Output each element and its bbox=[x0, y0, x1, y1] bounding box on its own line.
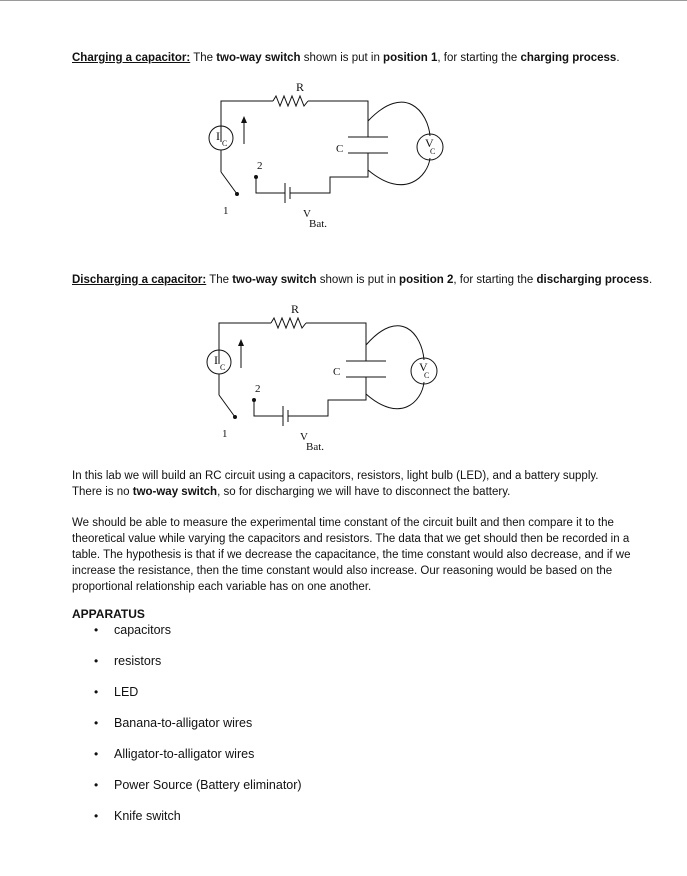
discharging-text-3: , for starting the bbox=[453, 274, 537, 286]
battery-label: V bbox=[303, 208, 311, 220]
switch-terminal-1 bbox=[233, 415, 237, 419]
charging-text-1: The bbox=[190, 52, 217, 64]
voltmeter-lead-top bbox=[366, 326, 424, 360]
current-subscript: C bbox=[222, 139, 228, 148]
apparatus-list bbox=[72, 621, 302, 838]
apparatus-item: • Knife switch bbox=[72, 807, 302, 838]
discharging-text-4: . bbox=[648, 274, 653, 286]
intro-switch-term: two-way switch bbox=[132, 486, 218, 498]
discharging-process: discharging process bbox=[536, 274, 649, 286]
top-left-wire bbox=[219, 323, 271, 364]
switch-position-1-label: 1 bbox=[222, 428, 228, 440]
resistor-label: R bbox=[296, 80, 305, 94]
apparatus-item: • Alligator-to-alligator wires bbox=[72, 745, 302, 776]
apparatus-item: • LED bbox=[72, 683, 302, 714]
discharging-caption bbox=[72, 274, 652, 286]
bottom-right-wire bbox=[290, 153, 368, 193]
discharging-switch-term: two-way switch bbox=[232, 274, 317, 286]
voltmeter-lead-top bbox=[368, 102, 430, 136]
current-subscript: C bbox=[220, 363, 226, 372]
bottom-right-wire bbox=[288, 377, 366, 416]
battery-subscript: Bat. bbox=[306, 441, 325, 453]
apparatus-heading: APPARATUS bbox=[72, 607, 145, 621]
switch-terminal-2 bbox=[252, 398, 256, 402]
discharging-text-1: The bbox=[206, 274, 233, 286]
discharging-circuit-diagram bbox=[200, 298, 460, 458]
charging-caption bbox=[72, 52, 620, 64]
switch-position-2-label: 2 bbox=[257, 160, 263, 172]
current-arrow-head bbox=[238, 339, 244, 346]
switch-position-1-label: 1 bbox=[223, 205, 229, 217]
intro-text-a: There is no bbox=[72, 486, 133, 498]
charging-text-4: . bbox=[616, 52, 620, 64]
charging-text-3: , for starting the bbox=[437, 52, 521, 64]
switch-terminal-1 bbox=[235, 192, 239, 196]
charging-process: charging process bbox=[520, 52, 617, 64]
voltmeter-subscript: C bbox=[424, 371, 430, 380]
intro-line-1: In this lab we will build an RC circuit using a capacitors, resistors, light bulb (LED), and a battery supply. bbox=[72, 470, 599, 482]
battery-lead-left bbox=[256, 177, 285, 193]
top-left-wire bbox=[221, 101, 273, 142]
resistor-label: R bbox=[291, 302, 300, 316]
current-label: I bbox=[216, 129, 220, 143]
current-label: I bbox=[214, 353, 218, 367]
apparatus-item: • Power Source (Battery eliminator) bbox=[72, 776, 302, 807]
voltmeter-lead-bottom bbox=[366, 382, 424, 409]
hypothesis-paragraph: We should be able to measure the experimental time constant of the circuit built and then compare it to the theoretical value while varying the capacitors and resistors. The data that we get should then be recorded in a table. The hypothesis is that if we decrease the capacitance, the time constant would also decrease, and if we increase the resistance, then the time constant would also increase. Our reasoning would be based on the proportional relationship each variable has on one another. bbox=[72, 517, 631, 593]
switch-terminal-2 bbox=[254, 175, 258, 179]
apparatus-item: • capacitors bbox=[72, 621, 302, 652]
capacitor-label: C bbox=[336, 143, 344, 155]
charging-label: Charging a capacitor: bbox=[72, 52, 191, 64]
charging-switch-term: two-way switch bbox=[216, 52, 301, 64]
discharging-text-2: shown is put in bbox=[316, 274, 400, 286]
switch-blade bbox=[219, 395, 235, 417]
top-right-wire bbox=[308, 101, 368, 137]
intro-text-c: , so for discharging we will have to disconnect the battery. bbox=[217, 486, 511, 498]
charging-position: position 1 bbox=[383, 52, 438, 64]
capacitor-label: C bbox=[333, 366, 341, 378]
voltmeter-lead-bottom bbox=[368, 158, 430, 185]
discharging-label: Discharging a capacitor: bbox=[72, 274, 207, 286]
resistor-symbol bbox=[273, 96, 308, 106]
current-arrow-head bbox=[241, 116, 247, 123]
voltmeter-label: V bbox=[425, 136, 434, 150]
charging-text-2: shown is put in bbox=[300, 52, 384, 64]
resistor-symbol bbox=[271, 318, 306, 328]
battery-label: V bbox=[300, 431, 308, 443]
apparatus-item: • resistors bbox=[72, 652, 302, 683]
switch-blade bbox=[221, 172, 237, 194]
intro-line-2 bbox=[72, 484, 652, 500]
voltmeter-subscript: C bbox=[430, 147, 436, 156]
apparatus-item: • Banana-to-alligator wires bbox=[72, 714, 302, 745]
intro-paragraph bbox=[72, 468, 652, 500]
voltmeter-label: V bbox=[419, 360, 428, 374]
discharging-position: position 2 bbox=[399, 274, 454, 286]
charging-circuit-diagram bbox=[200, 76, 460, 236]
switch-position-2-label: 2 bbox=[255, 383, 261, 395]
battery-subscript: Bat. bbox=[309, 218, 328, 230]
battery-lead-left bbox=[254, 400, 283, 416]
top-right-wire bbox=[306, 323, 366, 361]
